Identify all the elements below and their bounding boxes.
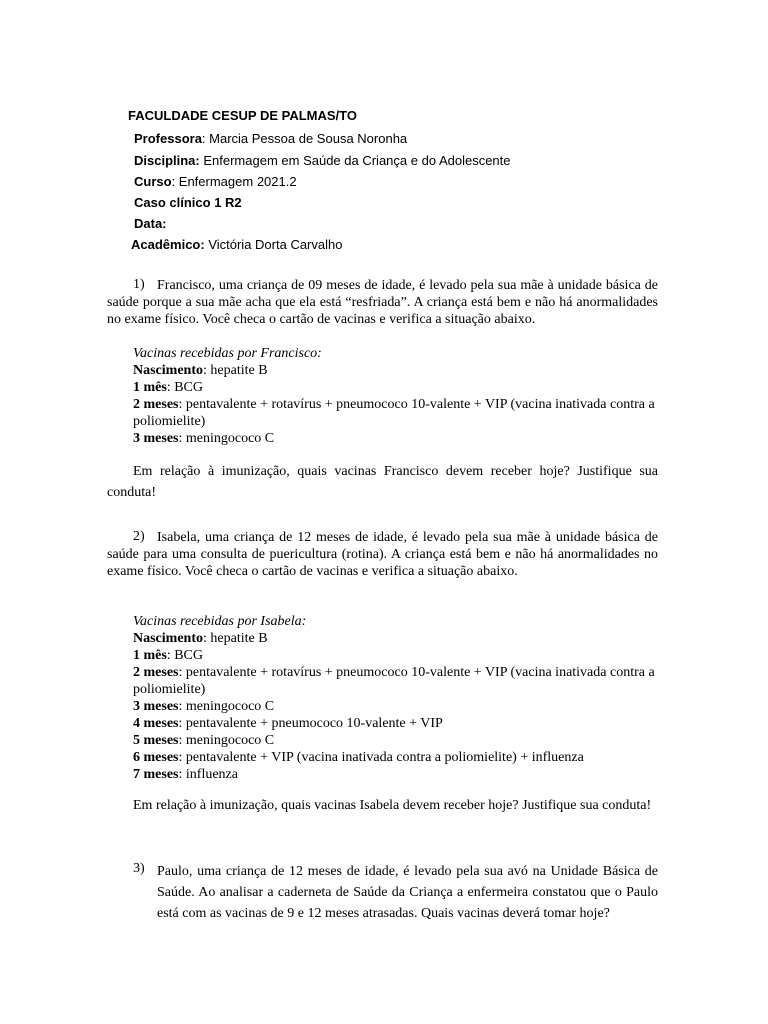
q2-vaccine-list: [133, 613, 658, 783]
data-label: Data:: [134, 216, 167, 231]
list-item: 2 meses: pentavalente + rotavírus + pneumococo 10-valente + VIP (vacina inativada contra a poliomielite): [133, 665, 655, 697]
q1-text: Francisco, uma criança de 09 meses de idade, é levado pela sua mãe à unidade básica de saúde porque a sua mãe acha que ela está “resfriada”. A criança está bem e não há anormalidades no exame físico. Você checa o cartão de vacinas e verifica a situação abaixo.: [107, 278, 658, 327]
professora-label: Professora: [134, 131, 202, 146]
data-line: [134, 216, 167, 231]
list-item: 3 meses: meningococo C: [133, 699, 275, 714]
caso-label: Caso clínico 1 R2: [134, 195, 242, 210]
q2-text: Isabela, uma criança de 12 meses de idade, é levado pela sua mãe à unidade básica de saúde para uma consulta de puericultura (rotina). A criança está bem e não há anormalidades no exame físico. Você checa o cartão de vacinas e verifica a situação abaixo.: [107, 530, 658, 579]
disciplina-value: Enfermagem em Saúde da Criança e do Adolescente: [199, 153, 511, 168]
list-item: 1 mês: BCG: [133, 380, 204, 395]
professora-line: [134, 131, 407, 146]
disciplina-line: [134, 153, 511, 168]
q3-text: Paulo, uma criança de 12 meses de idade, é levado pela sua avó na Unidade Básica de Saúde. Ao analisar a caderneta de Saúde da Criança a enfermeira constatou que o Paulo está com as vacinas de 9 e 12 meses atrasadas. Quais vacinas deverá tomar hoje?: [157, 864, 658, 921]
list-item: 2 meses: pentavalente + rotavírus + pneumococo 10-valente + VIP (vacina inativada contra a poliomielite): [133, 397, 655, 429]
q1-question: Em relação à imunização, quais vacinas Francisco devem receber hoje? Justifique sua conduta!: [107, 464, 658, 500]
q2-number: 2): [133, 529, 145, 544]
list-item: 5 meses: meningococo C: [133, 733, 275, 748]
list-item: 4 meses: pentavalente + pneumococo 10-valente + VIP: [133, 716, 443, 731]
list-item: 7 meses: influenza: [133, 767, 238, 782]
list-item: 6 meses: pentavalente + VIP (vacina inativada contra a poliomielite) + influenza: [133, 750, 584, 765]
q3-number: 3): [133, 861, 145, 876]
curso-label: Curso: [134, 174, 172, 189]
q2-list-title: Vacinas recebidas por Isabela:: [133, 614, 307, 629]
q1-vaccine-list: [133, 345, 658, 447]
disciplina-label: Disciplina:: [134, 153, 200, 168]
curso-line: [134, 174, 297, 189]
q1-list-title: Vacinas recebidas por Francisco:: [133, 346, 322, 361]
q1-number: 1): [133, 277, 145, 292]
list-item: Nascimento: hepatite B: [133, 631, 268, 646]
caso-line: [134, 195, 242, 210]
professora-value: : Marcia Pessoa de Sousa Noronha: [201, 131, 408, 146]
institution-title: FACULDADE CESUP DE PALMAS/TO: [128, 108, 357, 123]
academico-line: [131, 237, 342, 252]
list-item: Nascimento: hepatite B: [133, 363, 268, 378]
list-item: 3 meses: meningococo C: [133, 431, 275, 446]
curso-value: : Enfermagem 2021.2: [171, 174, 297, 189]
academico-label: Acadêmico:: [131, 237, 205, 252]
q2-question: Em relação à imunização, quais vacinas Isabela devem receber hoje? Justifique sua conduta!: [133, 798, 652, 813]
academico-value: Victória Dorta Carvalho: [204, 237, 343, 252]
list-item: 1 mês: BCG: [133, 648, 204, 663]
